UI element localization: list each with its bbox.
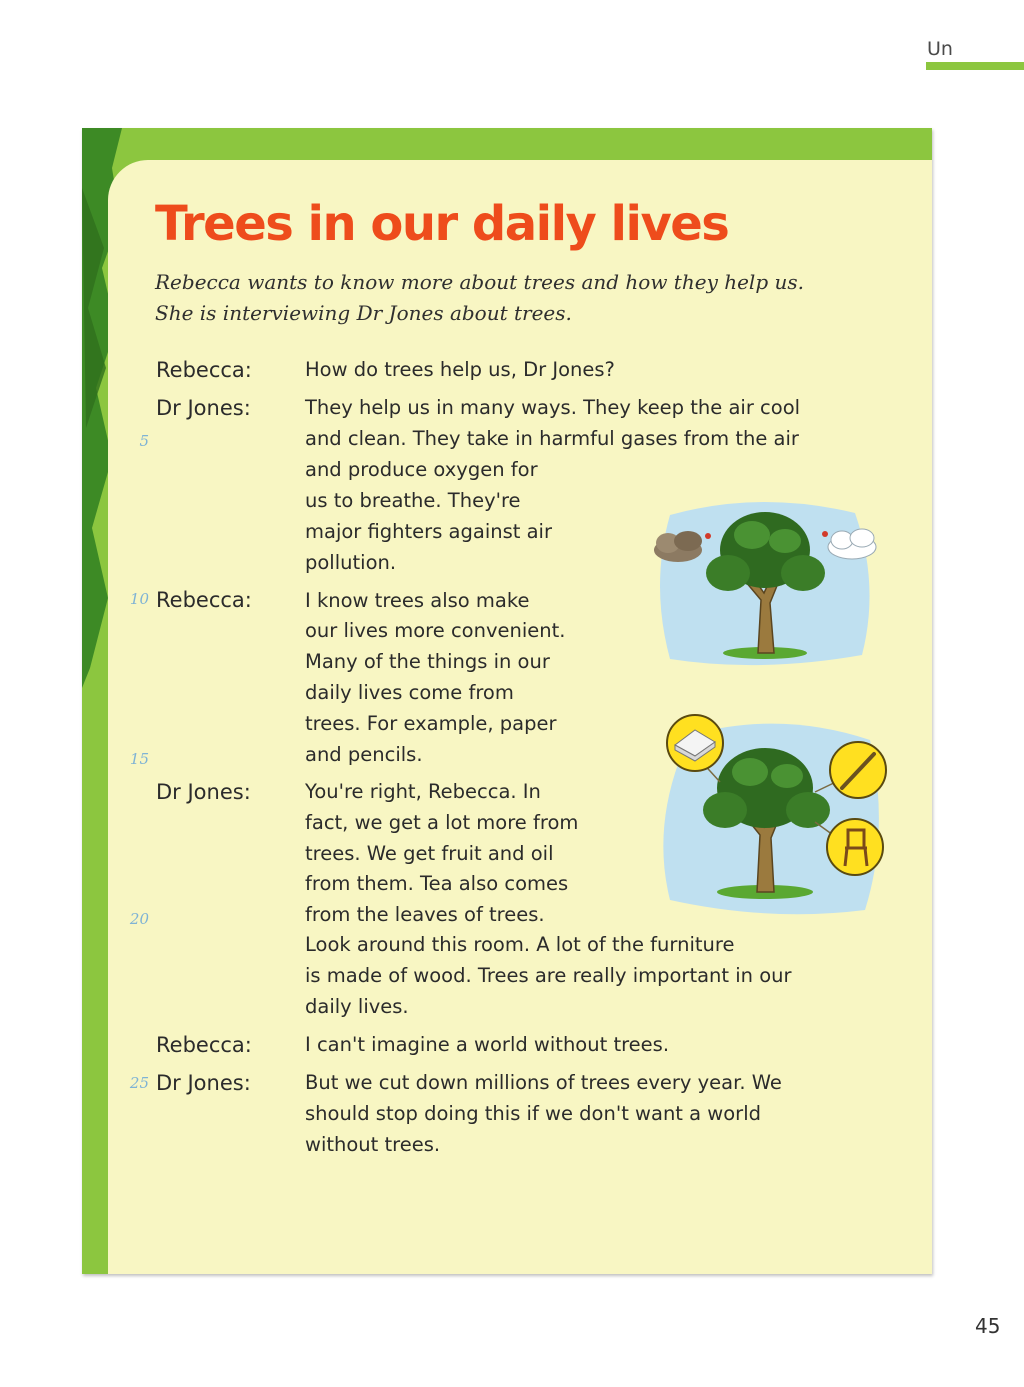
text-line: Many of the things in our	[305, 650, 550, 673]
speaker-label: Dr Jones:	[156, 396, 251, 420]
unit-color-bar	[926, 62, 1024, 70]
text-line: They help us in many ways. They keep the air cool	[305, 396, 801, 419]
text-line: daily lives.	[305, 995, 409, 1018]
speaker-label: Rebecca:	[156, 588, 252, 612]
text-line: trees. For example, paper	[305, 712, 557, 735]
intro-line: Rebecca wants to know more about trees and how they help us.	[155, 270, 804, 294]
speaker-label: Rebecca:	[156, 358, 252, 382]
dirty-cloud-icon	[654, 531, 702, 562]
text-line: our lives more convenient.	[305, 619, 566, 642]
text-line: pollution.	[305, 551, 397, 574]
text-line: and pencils.	[305, 743, 423, 766]
text-line: us to breathe. They're	[305, 489, 521, 512]
text-line: major fighters against air	[305, 520, 552, 543]
text-line: daily lives come from	[305, 681, 514, 704]
line-number: 10	[129, 590, 149, 608]
line-number: 20	[129, 910, 149, 928]
paper-icon	[667, 715, 723, 771]
text-line: and produce oxygen for	[305, 458, 538, 481]
text-line: without trees.	[305, 1133, 441, 1156]
speaker-label: Dr Jones:	[156, 1071, 251, 1095]
text-line: should stop doing this if we don't want a world	[305, 1102, 761, 1125]
pencil-icon	[830, 742, 886, 798]
intro-line: She is interviewing Dr Jones about trees.	[155, 301, 572, 325]
text-line: is made of wood. Trees are really important in our	[305, 964, 792, 987]
text-line: But we cut down millions of trees every year. We	[305, 1071, 782, 1094]
tree-cleaning-air-illustration	[640, 495, 880, 670]
speaker-label: Rebecca:	[156, 1033, 252, 1057]
text-line: I know trees also make	[305, 589, 530, 612]
text-line: How do trees help us, Dr Jones?	[305, 358, 615, 381]
text-line: and clean. They take in harmful gases from the air	[305, 427, 799, 450]
text-line: Look around this room. A lot of the furniture	[305, 933, 735, 956]
unit-label: Un	[927, 38, 953, 60]
tree-products-illustration	[650, 710, 895, 920]
page-number: 45	[975, 1314, 1001, 1338]
text-line: You're right, Rebecca. In	[305, 780, 541, 803]
line-number: 25	[129, 1074, 149, 1092]
clean-cloud-icon	[828, 529, 876, 559]
text-line: fact, we get a lot more from	[305, 811, 579, 834]
text-line: trees. We get fruit and oil	[305, 842, 554, 865]
text-line: from them. Tea also comes	[305, 872, 569, 895]
line-number: 5	[139, 432, 149, 450]
line-number: 15	[129, 750, 149, 768]
speaker-label: Dr Jones:	[156, 780, 251, 804]
text-line: I can't imagine a world without trees.	[305, 1033, 670, 1056]
chair-icon	[827, 819, 883, 875]
page-title: Trees in our daily lives	[155, 196, 729, 252]
text-line: from the leaves of trees.	[305, 903, 545, 926]
